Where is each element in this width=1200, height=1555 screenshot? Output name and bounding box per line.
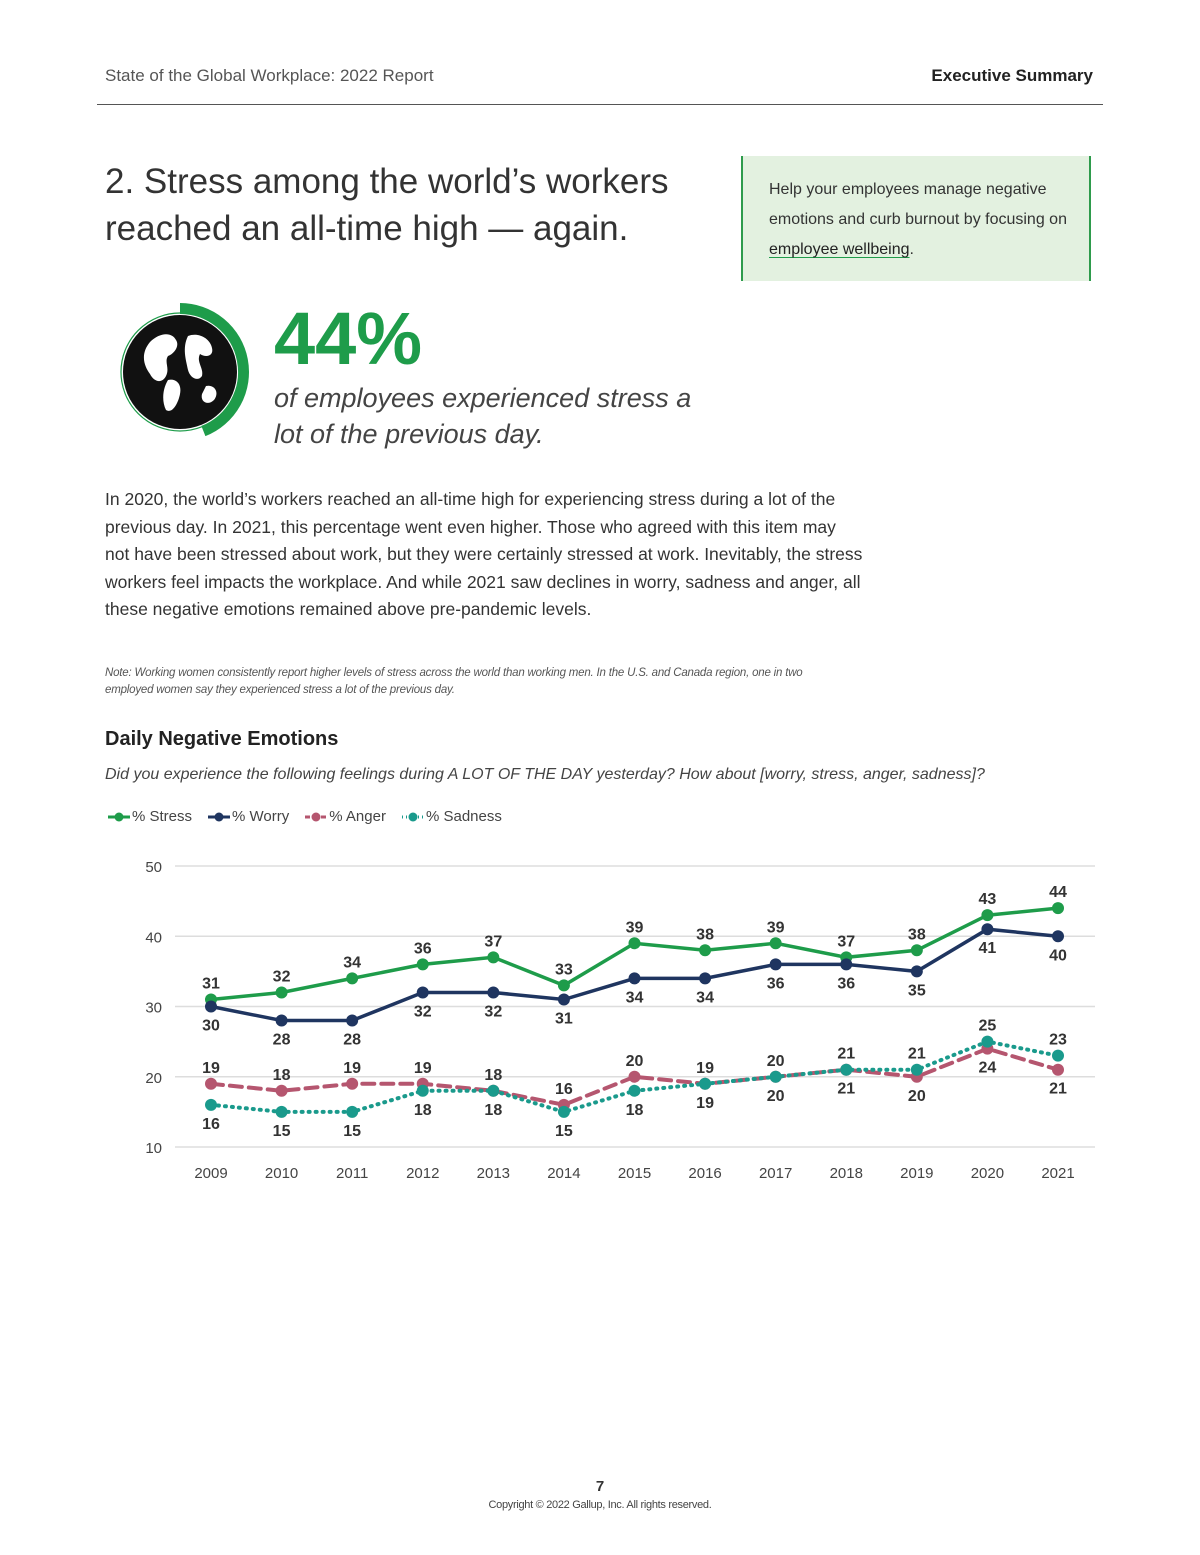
- data-label: 28: [272, 1031, 291, 1049]
- y-tick-label: 40: [145, 929, 162, 947]
- page-number: 7: [595, 1478, 605, 1495]
- data-point: [1052, 902, 1064, 914]
- data-label: 39: [625, 919, 644, 937]
- data-point: [981, 1036, 993, 1048]
- x-tick-label: 2017: [758, 1165, 793, 1182]
- data-label: 35: [907, 982, 926, 1000]
- data-label: 21: [907, 1045, 926, 1063]
- data-point: [487, 986, 499, 998]
- data-label: 32: [413, 1003, 432, 1021]
- data-label: 18: [484, 1066, 503, 1084]
- data-label: 44: [1049, 884, 1067, 902]
- data-label: 43: [978, 891, 997, 909]
- data-point: [629, 1071, 641, 1083]
- x-tick-label: 2021: [1041, 1165, 1075, 1182]
- data-point: [205, 1099, 217, 1111]
- data-point: [276, 986, 288, 998]
- data-label: 34: [625, 989, 644, 1007]
- data-point: [699, 972, 711, 984]
- data-point: [487, 951, 499, 963]
- data-point: [205, 1001, 217, 1013]
- legend-label: % Stress: [132, 808, 193, 825]
- y-tick-label: 10: [145, 1140, 162, 1157]
- data-point: [346, 1015, 358, 1027]
- body-paragraph: In 2020, the world’s workers reached an all-time high for experiencing stress during a lot of the previous day. In 2021, this percentage went even higher. Those who agreed with this item may not have been stressed about work, but they were certainly stressed at work. Inevitably, the stress workers feel impacts the workplace. And while 2021 saw declines in worry, sadness and anger, all these negative emotions remained above pre-pandemic levels.: [105, 489, 863, 619]
- data-point: [1052, 1064, 1064, 1076]
- data-label: 31: [202, 975, 220, 993]
- legend-label: % Worry: [232, 808, 290, 825]
- data-label: 28: [343, 1031, 362, 1049]
- data-point: [346, 972, 358, 984]
- data-point: [417, 1085, 429, 1097]
- data-point: [346, 1078, 358, 1090]
- data-label: 38: [907, 926, 926, 944]
- data-point: [770, 937, 782, 949]
- data-label: 32: [484, 1003, 503, 1021]
- employee-wellbeing-link[interactable]: employee wellbeing: [769, 241, 910, 258]
- data-label: 34: [343, 954, 362, 972]
- data-label: 36: [766, 975, 785, 993]
- chart-title: Daily Negative Emotions: [105, 728, 339, 750]
- data-label: 20: [625, 1052, 644, 1070]
- data-label: 41: [978, 940, 997, 958]
- data-label: 30: [202, 1017, 220, 1035]
- data-label: 19: [413, 1059, 432, 1077]
- data-point: [770, 1071, 782, 1083]
- data-label: 18: [484, 1101, 503, 1119]
- footnote: Note: Working women consistently report higher levels of stress across the world than working men. In the U.S. and Canada region, one in two employed women say they experienced stress a lot of the previous day.: [105, 667, 803, 696]
- data-point: [1052, 1050, 1064, 1062]
- data-label: 20: [766, 1052, 785, 1070]
- data-label: 38: [696, 926, 714, 944]
- data-point: [558, 979, 570, 991]
- callout-text: Help your employees manage negative emotions and curb burnout by focusing on: [769, 181, 1067, 228]
- data-label: 21: [837, 1080, 856, 1098]
- chart-question: Did you experience the following feelings during A LOT OF THE DAY yesterday? How about [worry, stress, anger, sadness]?: [105, 766, 985, 783]
- data-label: 21: [1049, 1080, 1067, 1098]
- data-point: [840, 1064, 852, 1076]
- x-tick-label: 2015: [617, 1165, 652, 1182]
- legend-label: % Anger: [329, 808, 386, 825]
- data-label: 34: [696, 989, 714, 1007]
- data-point: [981, 909, 993, 921]
- data-label: 19: [202, 1059, 220, 1077]
- data-label: 19: [343, 1059, 362, 1077]
- data-point: [276, 1085, 288, 1097]
- y-tick-label: 50: [145, 859, 162, 876]
- data-label: 20: [766, 1087, 785, 1105]
- data-point: [981, 923, 993, 935]
- x-tick-label: 2012: [406, 1165, 440, 1182]
- x-tick-label: 2011: [336, 1165, 369, 1182]
- data-label: 20: [907, 1087, 926, 1105]
- data-label: 36: [413, 940, 432, 958]
- data-label: 16: [555, 1080, 573, 1098]
- data-label: 40: [1049, 947, 1067, 965]
- y-tick-label: 30: [145, 999, 162, 1017]
- section-title: 2. Stress among the world’s workers reached an all-time high — again.: [105, 162, 669, 248]
- x-tick-label: 2020: [970, 1165, 1005, 1182]
- stat-value: 44%: [274, 297, 423, 380]
- x-tick-label: 2013: [476, 1165, 511, 1182]
- data-point: [911, 965, 923, 977]
- data-point: [911, 944, 923, 956]
- x-tick-label: 2018: [829, 1165, 863, 1182]
- data-label: 15: [272, 1122, 291, 1140]
- data-point: [205, 1078, 217, 1090]
- x-tick-label: 2010: [264, 1165, 299, 1182]
- data-point: [558, 1106, 570, 1118]
- data-label: 16: [202, 1115, 220, 1133]
- data-label: 31: [555, 1010, 573, 1028]
- data-point: [699, 944, 711, 956]
- x-tick-label: 2019: [900, 1165, 934, 1182]
- data-label: 18: [272, 1066, 291, 1084]
- data-point: [699, 1078, 711, 1090]
- data-label: 33: [555, 961, 573, 979]
- copyright: Copyright © 2022 Gallup, Inc. All rights reserved.: [488, 1499, 712, 1511]
- data-point: [417, 986, 429, 998]
- data-label: 37: [484, 933, 503, 951]
- data-label: 36: [837, 975, 856, 993]
- data-label: 39: [766, 919, 785, 937]
- x-tick-label: 2009: [194, 1165, 228, 1182]
- x-tick-label: 2016: [688, 1165, 722, 1182]
- data-point: [840, 958, 852, 970]
- callout-text-end: .: [909, 241, 914, 258]
- data-label: 23: [1049, 1031, 1067, 1049]
- data-label: 19: [696, 1094, 714, 1112]
- data-label: 24: [978, 1059, 997, 1077]
- data-label: 15: [555, 1122, 573, 1140]
- data-point: [346, 1106, 358, 1118]
- data-point: [276, 1015, 288, 1027]
- data-point: [911, 1064, 923, 1076]
- stat-description: of employees experienced stress a lot of the previous day.: [274, 383, 692, 449]
- data-point: [276, 1106, 288, 1118]
- data-point: [629, 972, 641, 984]
- data-label: 18: [413, 1101, 432, 1119]
- data-point: [558, 993, 570, 1005]
- data-label: 19: [696, 1059, 714, 1077]
- report-title: State of the Global Workplace: 2022 Report: [105, 66, 434, 85]
- data-label: 37: [837, 933, 856, 951]
- y-tick-label: 20: [145, 1069, 162, 1087]
- x-tick-label: 2014: [547, 1165, 581, 1182]
- data-point: [417, 958, 429, 970]
- data-label: 21: [837, 1045, 856, 1063]
- data-point: [629, 1085, 641, 1097]
- data-label: 18: [625, 1101, 644, 1119]
- section-label: Executive Summary: [931, 66, 1093, 85]
- data-label: 32: [272, 968, 291, 986]
- data-point: [1052, 930, 1064, 942]
- data-label: 15: [343, 1122, 362, 1140]
- data-point: [629, 937, 641, 949]
- data-point: [487, 1085, 499, 1097]
- data-point: [770, 958, 782, 970]
- legend-label: % Sadness: [425, 808, 502, 825]
- data-label: 25: [978, 1017, 997, 1035]
